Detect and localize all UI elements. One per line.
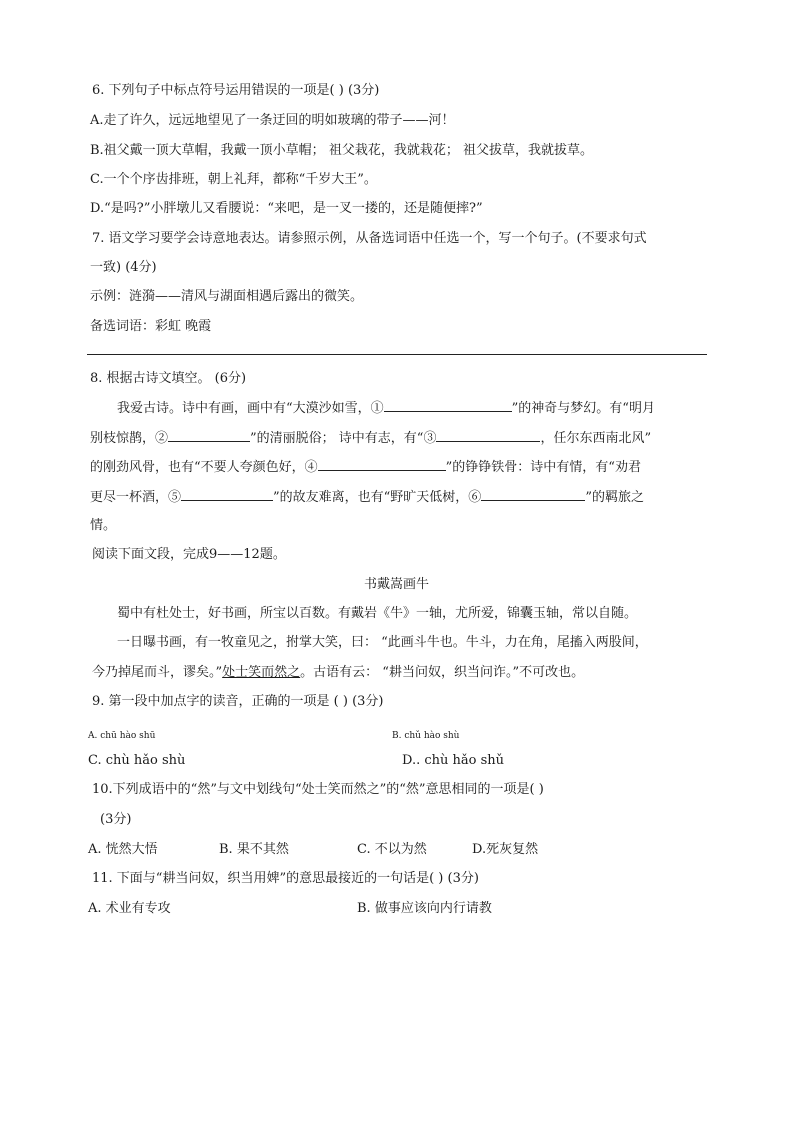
q8-stem: 8. 根据古诗文填空。 (6分)	[90, 371, 247, 386]
q8-line3	[90, 458, 641, 477]
q7-stem-line2: 一致) (4分)	[90, 260, 157, 275]
q9-option-b: B. chǔ hào shù	[392, 731, 460, 741]
q7-candidate-words: 备选词语：彩虹 晚霞	[90, 319, 212, 334]
blank-5[interactable]	[181, 488, 273, 501]
q8-line4	[90, 488, 644, 507]
q7-stem-line1: 7. 语文学习要学会诗意地表达。请参照示例，从备选词语中任选一个，写一个句子。(不要求句式	[92, 231, 647, 246]
q6-option-b: B.祖父戴一顶大草帽，我戴一顶小草帽； 祖父栽花，我就栽花； 祖父拔草，我就拔草。	[90, 143, 593, 158]
q8-line5: 情。	[90, 518, 117, 533]
q8-line2-text-a: 别枝惊鹊，②	[90, 431, 169, 446]
passage-paragraph-2-line2	[92, 664, 584, 682]
q6-option-d: D.“是吗?”小胖墩儿又看腰说：“来吧，是一叉一搂的，还是随便摔?”	[90, 201, 483, 216]
q7-example: 示例：涟漪——清风与湖面相遇后露出的微笑。	[90, 289, 364, 304]
blank-4[interactable]	[318, 458, 446, 471]
q8-line4-text-c: ”的羁旅之	[585, 490, 644, 505]
section-divider	[87, 354, 707, 355]
q9-option-d: D.. chù hǎo shǔ	[402, 753, 505, 768]
passage-text: 。古语有云： “耕当问奴，织当问诈。”不可改也。	[300, 665, 585, 680]
blank-1[interactable]	[384, 399, 512, 412]
passage-text: 今乃掉尾而斗，谬矣。”	[92, 665, 223, 680]
q8-line1	[117, 399, 655, 418]
q8-line3-text-a: 的刚劲风骨，也有“不要人夸颜色好，④	[90, 460, 318, 475]
q6-option-a: A.走了许久，远远地望见了一条迂回的明如玻璃的带子——河！	[90, 113, 455, 128]
q11-stem: 11. 下面与“耕当问奴，织当用婢”的意思最接近的一句话是( ) (3分)	[92, 871, 479, 886]
q6-option-c: C.一个个序齿排班，朝上礼拜，都称“千岁大王”。	[90, 172, 377, 187]
q11-option-a: A. 术业有专攻	[88, 901, 171, 916]
q6-stem: 6. 下列句子中标点符号运用错误的一项是( ) (3分)	[92, 83, 380, 98]
q10-option-d: D.死灰复然	[472, 842, 539, 857]
q8-line2-text-c: ，任尔东西南北风”	[540, 431, 652, 446]
q8-line1-text-b: ”的神奇与梦幻。有“明月	[511, 401, 655, 416]
passage-paragraph-2-line1: 一日曝书画，有一牧童见之，拊掌大笑，曰： “此画斗牛也。牛斗，力在角，尾搐入两股间，	[117, 635, 648, 650]
q8-line1-text-a: 我爱古诗。诗中有画，画中有“大漠沙如雪，①	[117, 401, 384, 416]
blank-2[interactable]	[168, 429, 250, 442]
q8-line3-text-b: ”的铮铮铁骨：诗中有情，有“劝君	[445, 460, 641, 475]
reading-intro: 阅读下面文段，完成9——12题。	[92, 547, 286, 562]
passage-title: 书戴嵩画牛	[363, 577, 429, 592]
q8-line2-text-b: ”的清丽脱俗； 诗中有志，有“③	[250, 431, 437, 446]
q11-option-b: B. 做事应该向内行请教	[357, 901, 492, 916]
underlined-sentence: 处士笑而然之	[222, 665, 301, 680]
passage-paragraph-1: 蜀中有杜处士，好书画，所宝以百数。有戴岩《牛》一轴，尤所爱，锦囊玉轴，常以自随。	[117, 606, 638, 621]
q10-score: (3分)	[100, 812, 132, 827]
q8-line4-text-b: ”的故友难离，也有“野旷天低树，⑥	[273, 490, 482, 505]
q10-stem: 10.下列成语中的“然”与文中划线句“处士笑而然之”的“然”意思相同的一项是( )	[92, 782, 544, 797]
q10-option-b: B. 果不其然	[219, 842, 289, 857]
blank-6[interactable]	[481, 488, 585, 501]
q10-option-c: C. 不以为然	[357, 842, 427, 857]
q9-stem: 9. 第一段中加点字的读音，正确的一项是 ( ) (3分)	[92, 694, 384, 709]
q9-option-c: C. chù hǎo shù	[88, 753, 186, 768]
q8-line2	[90, 429, 651, 448]
q10-option-a: A. 恍然大悟	[88, 842, 158, 857]
blank-3[interactable]	[436, 429, 540, 442]
q9-option-a: A. chū hào shū	[88, 731, 156, 741]
q8-line4-text-a: 更尽一杯酒，⑤	[90, 490, 182, 505]
